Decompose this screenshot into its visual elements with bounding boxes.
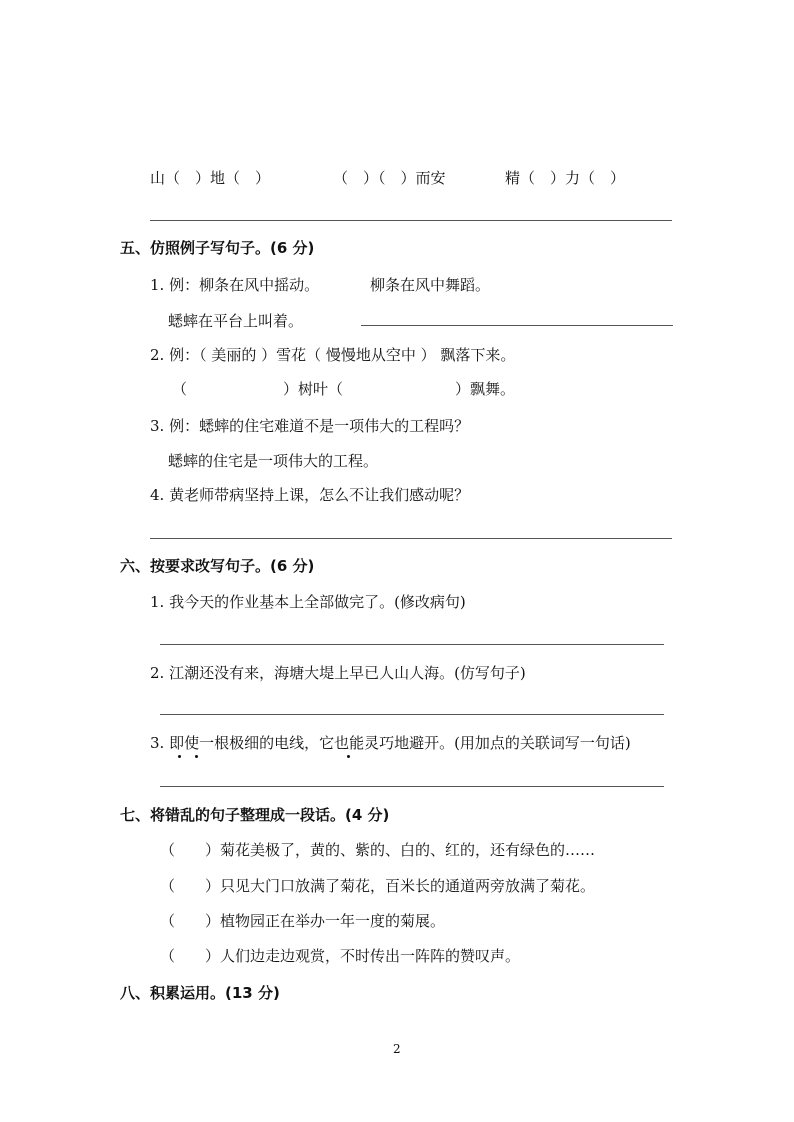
s6-q1-answer-line[interactable] — [160, 644, 664, 645]
s5-q2-end: ）飘舞。 — [455, 380, 516, 398]
section-8-heading: 八、积累运用。(13 分) — [120, 984, 280, 1002]
s6-q3: 3. 即使一根极细的电线，它也能灵巧地避开。(用加点的关联词写一句话) — [150, 734, 631, 752]
idiom-blank-3: 精（ ）力（ ） — [505, 169, 626, 187]
s7-item: （ ）人们边走边观赏，不时传出一阵阵的赞叹声。 — [160, 947, 521, 965]
s5-q3-result: 蟋蟀的住宅是一项伟大的工程。 — [168, 452, 379, 470]
s7-item: （ ）只见大门口放满了菊花，百米长的通道两旁放满了菊花。 — [160, 877, 596, 895]
idiom-blank-1: 山（ ）地（ ） — [150, 169, 271, 187]
s5-q1-prompt: 蟋蟀在平台上叫着。 — [168, 312, 304, 330]
s5-q1-example: 1. 例：柳条在风中摇动。 — [150, 276, 320, 294]
s5-q1-example-result: 柳条在风中舞蹈。 — [370, 276, 491, 294]
page-number: 2 — [393, 1042, 401, 1056]
s6-q2: 2. 江潮还没有来，海塘大堤上早已人山人海。(仿写句子) — [150, 664, 526, 682]
s7-item: （ ）菊花美极了，黄的、紫的、白的、红的，还有绿色的…… — [160, 841, 596, 859]
section-6-heading: 六、按要求改写句子。(6 分) — [120, 557, 315, 575]
s6-q1: 1. 我今天的作业基本上全部做完了。(修改病句) — [150, 593, 466, 611]
s6-q2-answer-line[interactable] — [160, 714, 664, 715]
answer-line-top[interactable] — [150, 220, 672, 221]
s7-item: （ ）植物园正在举办一年一度的菊展。 — [160, 912, 446, 930]
s5-q2-middle: ）树叶（ — [283, 380, 344, 398]
idiom-blank-2: （ ）（ ）而安 — [333, 169, 446, 187]
emphasis-dot — [195, 755, 198, 758]
s5-q4-answer-line[interactable] — [150, 538, 672, 539]
section-5-heading: 五、仿照例子写句子。(6 分) — [120, 239, 315, 257]
section-7-heading: 七、将错乱的句子整理成一段话。(4 分) — [120, 806, 390, 824]
s5-q2-open-paren: （ — [172, 380, 188, 398]
s5-q4-prompt: 4. 黄老师带病坚持上课，怎么不让我们感动呢？ — [150, 486, 470, 504]
emphasis-dot — [347, 755, 350, 758]
emphasis-dot — [178, 755, 181, 758]
s5-q1-answer-line[interactable] — [361, 325, 673, 326]
s5-q2-example: 2. 例：（ 美丽的 ）雪花（ 慢慢地从空中 ） 飘落下来。 — [150, 346, 516, 364]
s5-q3-example: 3. 例：蟋蟀的住宅难道不是一项伟大的工程吗？ — [150, 417, 470, 435]
s6-q3-answer-line[interactable] — [160, 786, 664, 787]
